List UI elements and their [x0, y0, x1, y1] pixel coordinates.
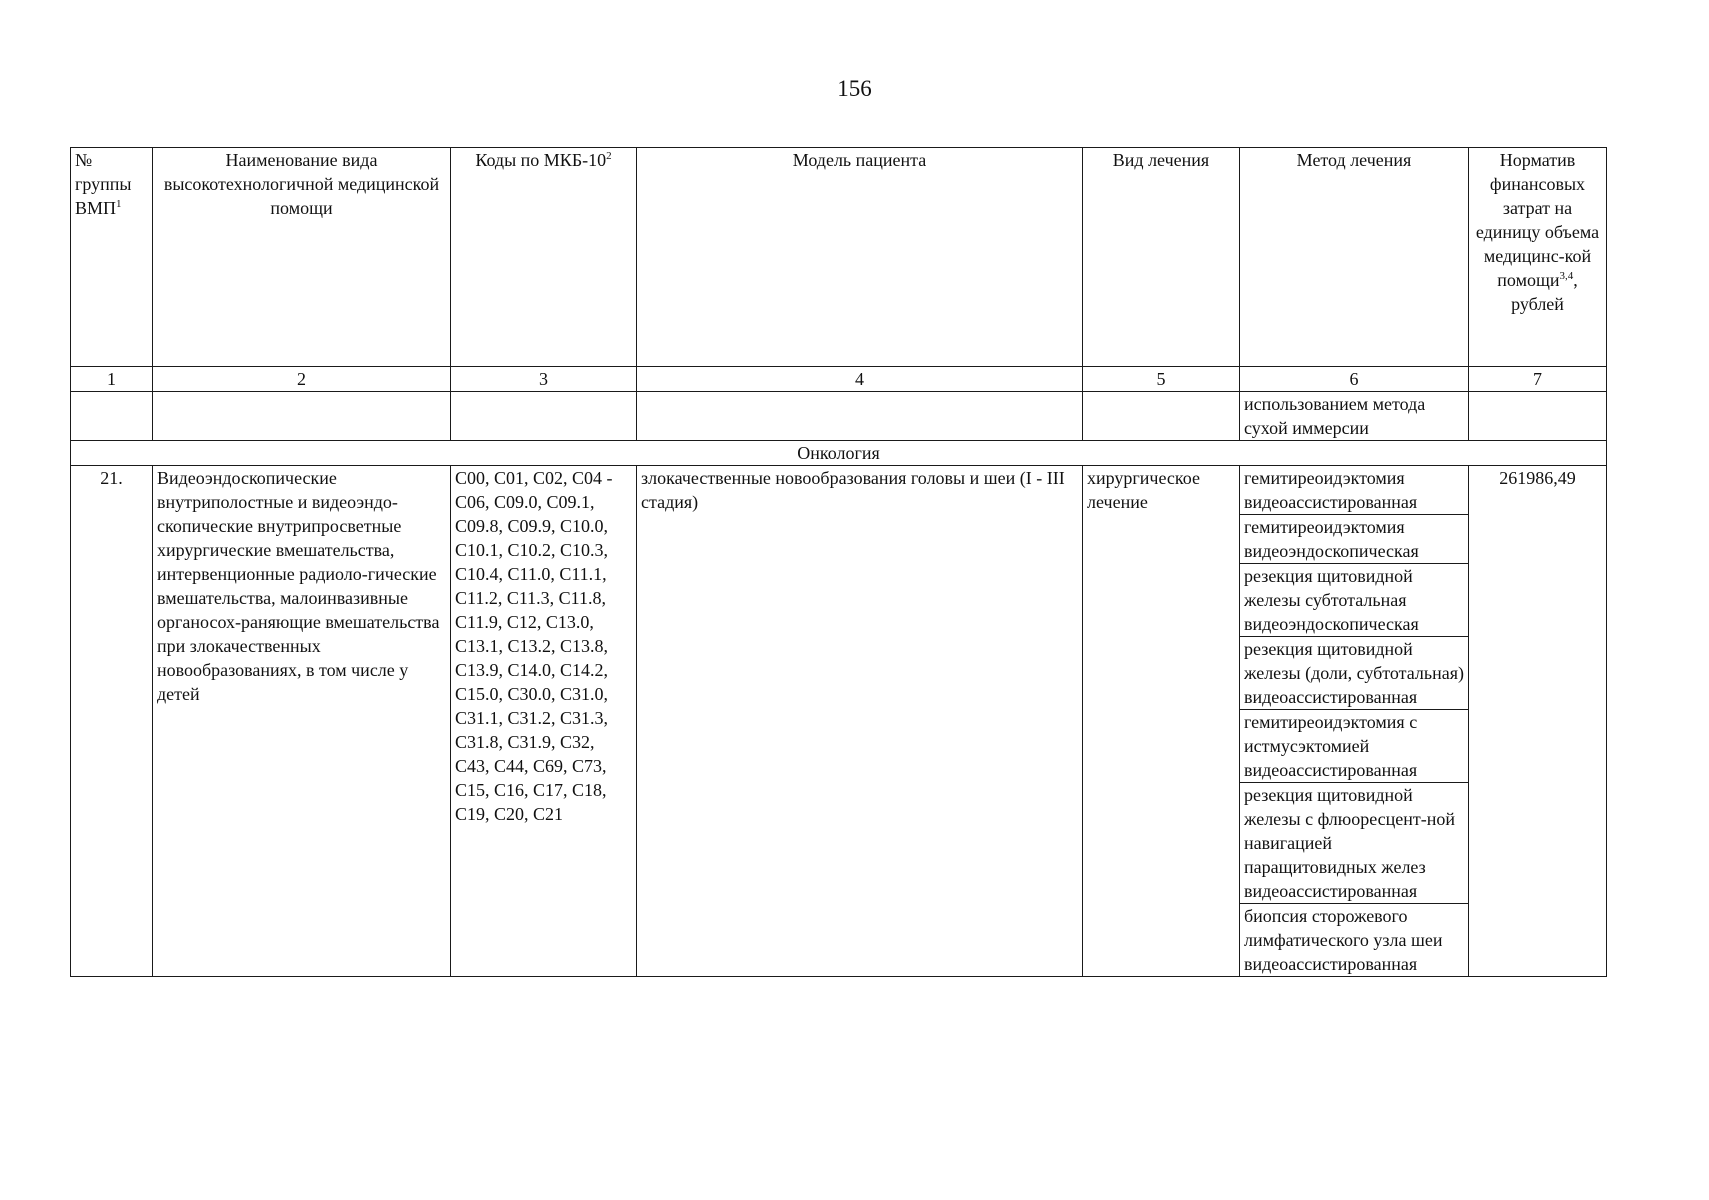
icd-codes: C00, C01, C02, C04 - C06, C09.0, C09.1, C09.8, C09.9, C10.0, C10.1, C10.2, C10.3, C10.4, C11.0, C11.1, C11.2, C11.3, C11.8, C11.9, C12, C13.0, C13.1, C13.2, C13.8, C13.9, C14.0, C14.2, C15.0, C30.0, C31.0, C31.1, C31.2, C31.3, C31.8, C31.9, C32, C43, C44, C69, C73, C15, C16, C17, C18, C19, C20, C21 [451, 466, 637, 977]
column-number: 3 [451, 367, 637, 392]
care-type-name: Видеоэндоскопические внутриполостные и видеоэндо-скопические внутрипросветные хирургические вмешательства, интервенционные радиоло-гические вмешательства, малоинвазивные органосох-раняющие вмешательства при злокачественных новообразованиях, в том числе у детей [153, 466, 451, 977]
treatment-method-item: резекция щитовидной железы субтотальная видеоэндоскопическая [1240, 564, 1468, 637]
cost-norm-value: 261986,49 [1469, 466, 1607, 977]
empty-cell [451, 392, 637, 441]
empty-cell [1083, 392, 1240, 441]
header-cost-norm: Норматив финансовых затрат на единицу объема медицинс-кой помощи$^{3,4}$, рублей [1469, 148, 1607, 367]
vmp-table [70, 147, 1607, 977]
header-group-number: № группы ВМП$^1$ [71, 148, 153, 367]
empty-cell [71, 392, 153, 441]
treatment-method-item: биопсия сторожевого лимфатического узла шеи видеоассистированная [1244, 906, 1443, 974]
treatment-method-item: резекция щитовидной железы (доли, субтотальная) видеоассистированная [1240, 637, 1468, 710]
empty-cell [153, 392, 451, 441]
empty-cell [1469, 392, 1607, 441]
treatment-method-item: гемитиреоидэктомия видеоассистированная [1240, 466, 1468, 515]
page-number: 156 [837, 76, 872, 101]
header-care-type: Наименование вида высокотехнологичной медицинской помощи [153, 148, 451, 367]
header-treatment-type: Вид лечения [1083, 148, 1240, 367]
section-row [71, 441, 1607, 466]
column-number: 2 [153, 367, 451, 392]
column-number: 1 [71, 367, 153, 392]
header-row [71, 148, 1607, 367]
header-treatment-method: Метод лечения [1240, 148, 1469, 367]
empty-cell [637, 392, 1083, 441]
treatment-method-item: гемитиреоидэктомия с истмусэктомией видеоассистированная [1240, 710, 1468, 783]
treatment-methods [1240, 466, 1469, 977]
header-patient-model: Модель пациента [637, 148, 1083, 367]
column-number: 7 [1469, 367, 1607, 392]
column-number: 5 [1083, 367, 1240, 392]
treatment-method-item: гемитиреоидэктомия видеоэндоскопическая [1240, 515, 1468, 564]
treatment-method-item: резекция щитовидной железы с флюоресцент-ной навигацией паращитовидных желез видеоассистированная [1240, 783, 1468, 904]
continued-row [71, 392, 1607, 441]
table-row [71, 466, 1607, 977]
column-number-row [71, 367, 1607, 392]
section-title: Онкология [71, 441, 1607, 466]
treatment-type: хирургическое лечение [1083, 466, 1240, 977]
continued-method: использованием метода сухой иммерсии [1240, 392, 1469, 441]
column-number: 6 [1240, 367, 1469, 392]
patient-model: злокачественные новообразования головы и шеи (I - III стадия) [637, 466, 1083, 977]
header-icd-codes: Коды по МКБ-$10^2$ [451, 148, 637, 367]
column-number: 4 [637, 367, 1083, 392]
group-number: 21. [71, 466, 153, 977]
